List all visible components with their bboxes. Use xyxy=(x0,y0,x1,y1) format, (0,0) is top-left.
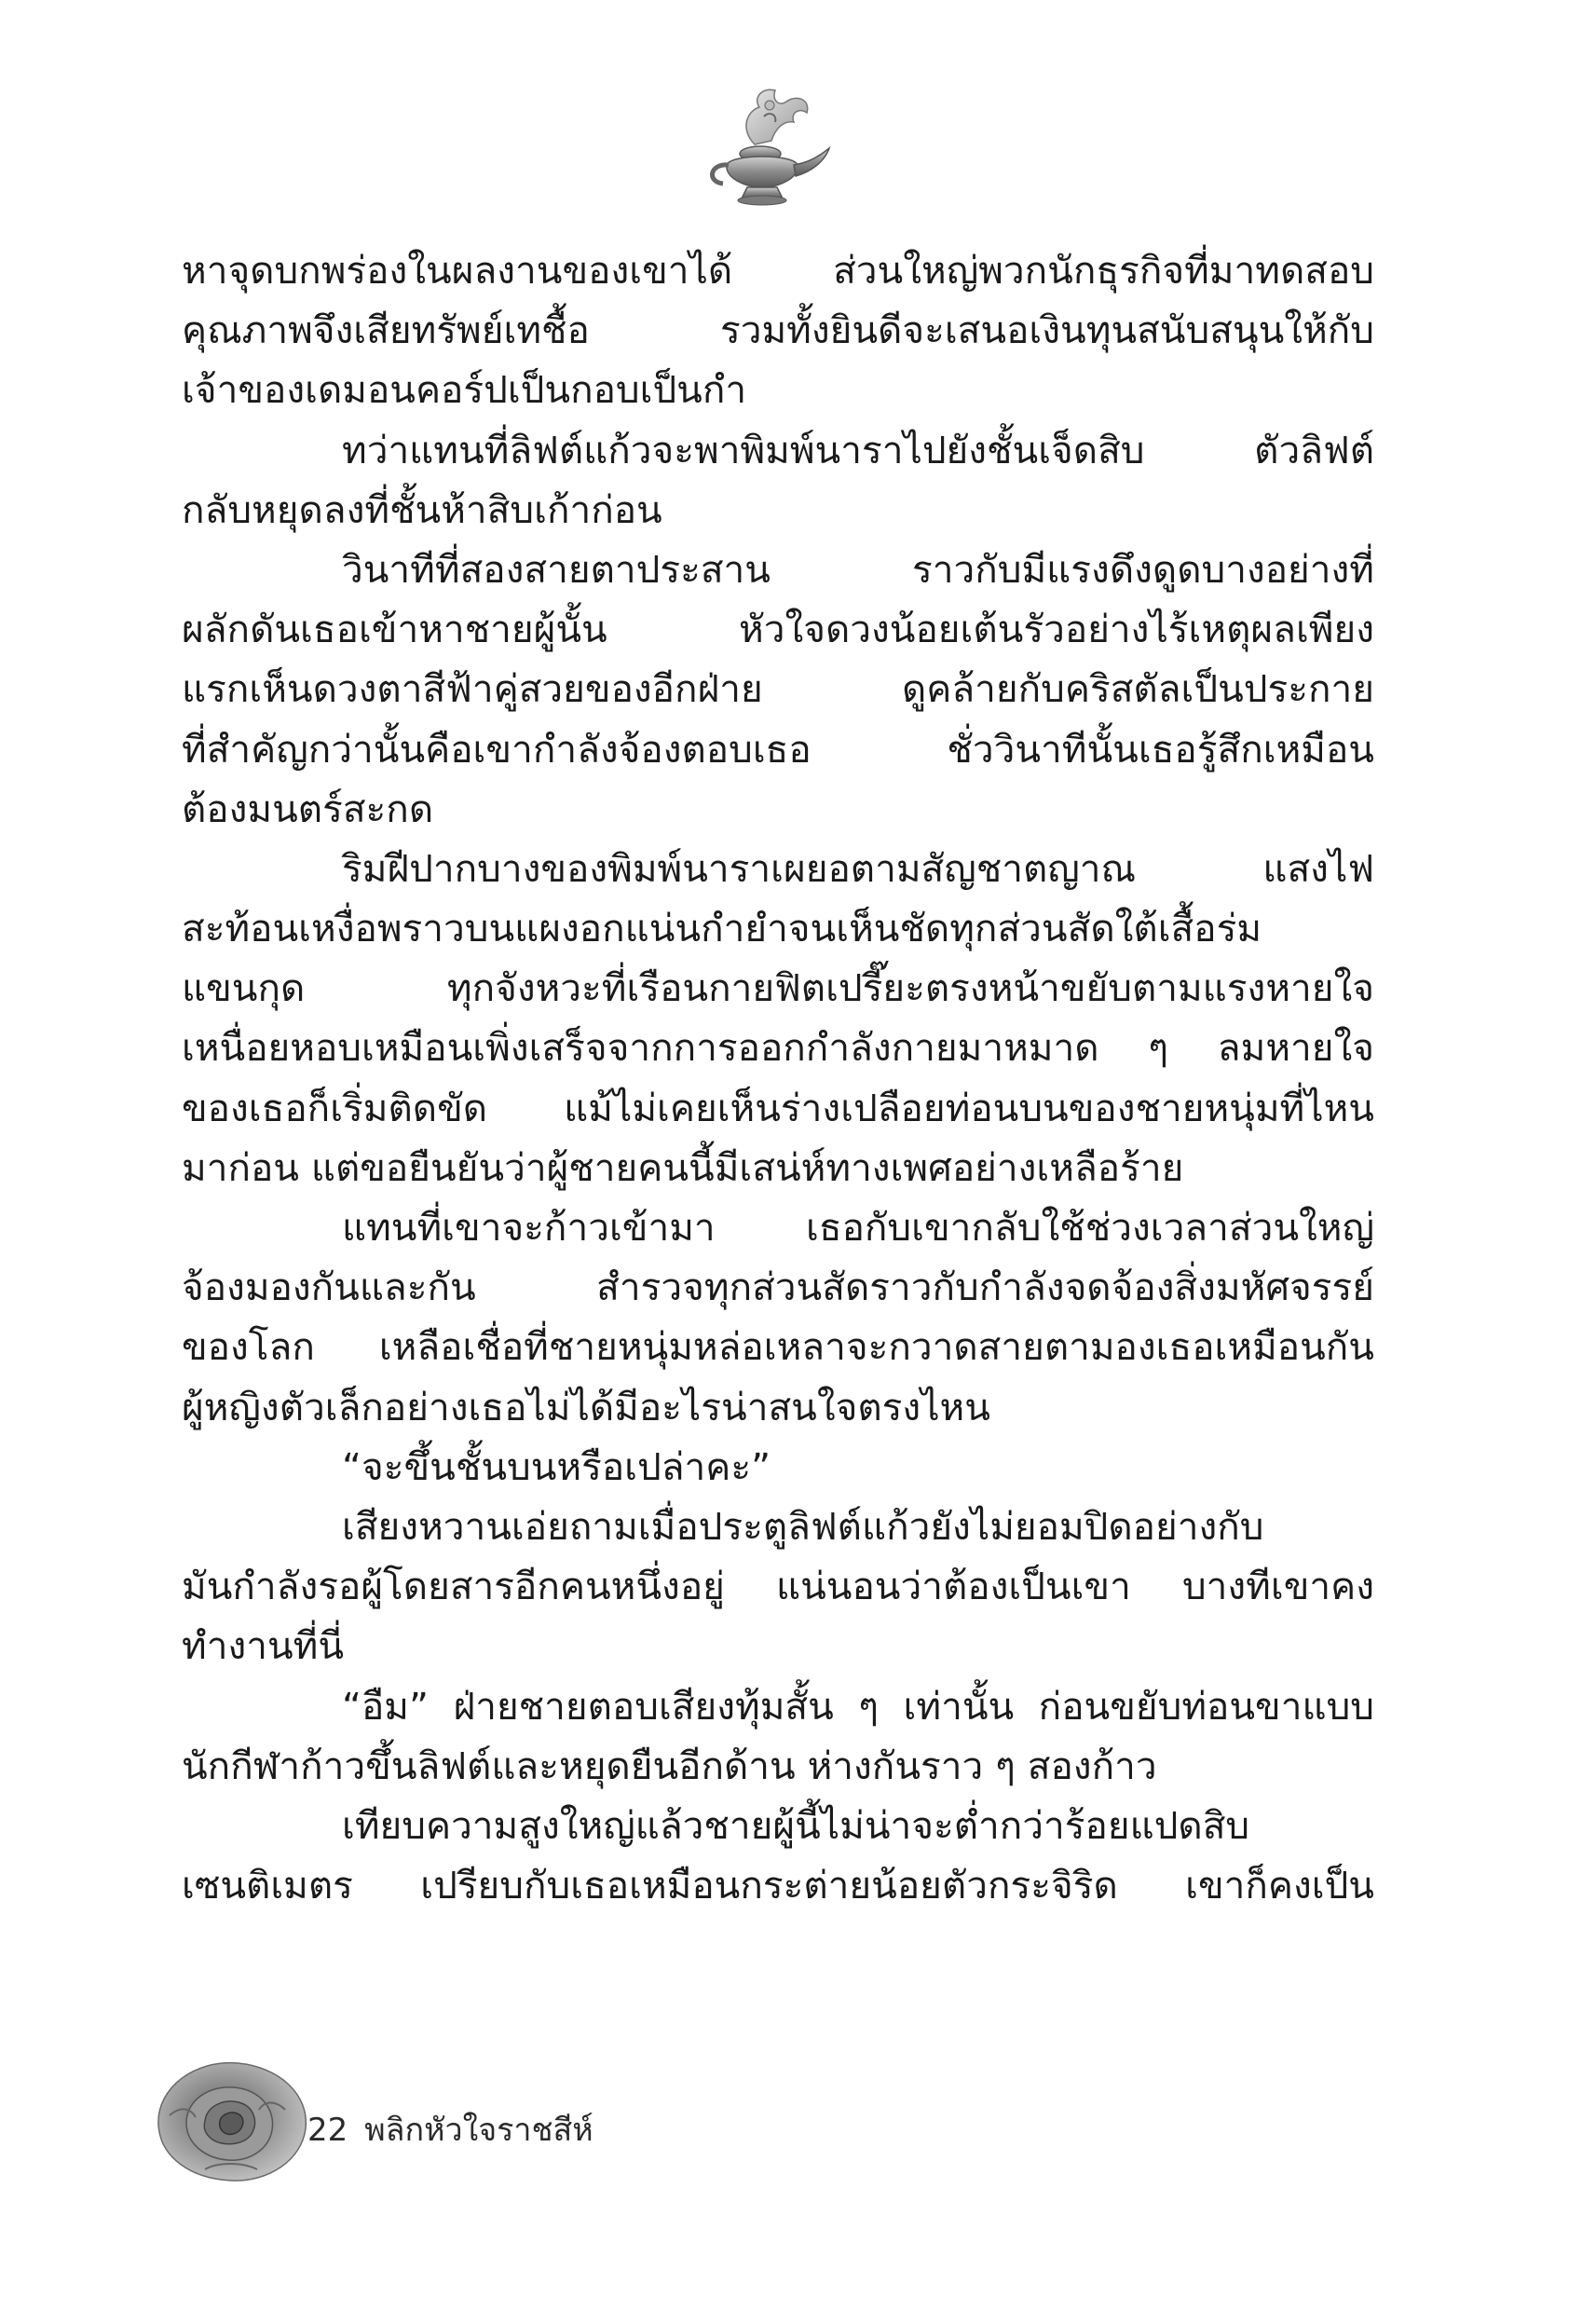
genie-lamp-icon xyxy=(689,79,839,219)
text-line: หาจุดบกพร่องในผลงานของเขาได้ ส่วนใหญ่พวกนักธุรกิจที่มาทดสอบ xyxy=(182,248,1374,293)
text-line: มันกำลังรอผู้โดยสารอีกคนหนึ่งอยู่ แน่นอนว่าต้องเป็นเขา บางทีเขาคง xyxy=(182,1564,1374,1609)
text-line: ของโลก เหลือเชื่อที่ชายหนุ่มหล่อเหลาจะกวาดสายตามองเธอเหมือนกัน xyxy=(182,1324,1374,1370)
text-line: ที่สำคัญกว่านั้นคือเขากำลังจ้องตอบเธอ ชั่ววินาทีนั้นเธอรู้สึกเหมือน xyxy=(182,726,1374,772)
book-title: พลิกหัวใจราชสีห์ xyxy=(364,2112,593,2149)
text-line: เจ้าของเดมอนคอร์ปเป็นกอบเป็นกำ xyxy=(182,367,747,413)
text-line: “อืม” ฝ่ายชายตอบเสียงทุ้มสั้น ๆ เท่านั้น ก่อนขยับท่อนขาแบบ xyxy=(342,1683,1374,1729)
text-line: ทำงานที่นี่ xyxy=(182,1623,345,1669)
text-line: ผลักดันเธอเข้าหาชายผู้นั้น หัวใจดวงน้อยเต้นรัวอย่างไร้เหตุผลเพียง xyxy=(182,607,1374,652)
text-line: แขนกุด ทุกจังหวะที่เรือนกายฟิตเปรี๊ยะตรงหน้าขยับตามแรงหายใจ xyxy=(182,965,1374,1011)
text-line: สะท้อนเหงื่อพราวบนแผงอกแน่นกำยำจนเห็นชัดทุกส่วนสัดใต้เสื้อร่ม xyxy=(182,906,1262,951)
text-line: เทียบความสูงใหญ่แล้วชายผู้นี้ไม่น่าจะต่ำกว่าร้อยแปดสิบ xyxy=(342,1802,1250,1848)
text-line: ริมฝีปากบางของพิมพ์นาราเผยอตามสัญชาตญาณ แสงไฟ xyxy=(342,845,1374,891)
text-line: คุณภาพจึงเสียทรัพย์เทชื้อ รวมทั้งยินดีจะเสนอเงินทุนสนับสนุนให้กับ xyxy=(182,308,1374,353)
text-line: เสียงหวานเอ่ยถามเมื่อประตูลิฟต์แก้วยังไม่ยอมปิดอย่างกับ xyxy=(342,1503,1264,1549)
text-line: แรกเห็นดวงตาสีฟ้าคู่สวยของอีกฝ่าย ดูคล้ายกับคริสตัลเป็นประกาย xyxy=(182,666,1374,712)
rose-icon xyxy=(149,2050,317,2190)
text-line: ของเธอก็เริ่มติดขัด แม้ไม่เคยเห็นร่างเปลือยท่อนบนของชายหนุ่มที่ไหน xyxy=(182,1085,1374,1130)
text-line: กลับหยุดลงที่ชั้นห้าสิบเก้าก่อน xyxy=(182,486,662,532)
text-line: ทว่าแทนที่ลิฟต์แก้วจะพาพิมพ์นาราไปยังชั้นเจ็ดสิบ ตัวลิฟต์ xyxy=(342,427,1374,472)
text-line: แทนที่เขาจะก้าวเข้ามา เธอกับเขากลับใช้ช่วงเวลาส่วนใหญ่ xyxy=(342,1205,1374,1250)
text-line: ผู้หญิงตัวเล็กอย่างเธอไม่ได้มีอะไรน่าสนใจตรงไหน xyxy=(182,1384,990,1429)
page-footer xyxy=(307,2112,610,2149)
text-line: “จะขึ้นชั้นบนหรือเปล่าคะ” xyxy=(342,1443,771,1489)
text-line: มาก่อน แต่ขอยืนยันว่าผู้ชายคนนี้มีเสน่ห์ทางเพศอย่างเหลือร้าย xyxy=(182,1144,1184,1190)
text-line: เซนติเมตร เปรียบกับเธอเหมือนกระต่ายน้อยตัวกระจิริด เขาก็คงเป็น xyxy=(182,1863,1374,1908)
text-line: จ้องมองกันและกัน สำรวจทุกส่วนสัดราวกับกำลังจดจ้องสิ่งมหัศจรรย์ xyxy=(182,1265,1374,1310)
page-number: 22 xyxy=(307,2112,348,2149)
text-line: นักกีฬาก้าวขึ้นลิฟต์และหยุดยืนอีกด้าน ห่างกันราว ๆ สองก้าว xyxy=(182,1743,1157,1788)
text-line: วินาทีที่สองสายตาประสาน ราวกับมีแรงดึงดูดบางอย่างที่ xyxy=(342,546,1374,592)
body-text xyxy=(182,240,1374,1915)
text-line: ต้องมนตร์สะกด xyxy=(182,786,434,831)
text-line: เหนื่อยหอบเหมือนเพิ่งเสร็จจากการออกกำลังกายมาหมาด ๆ ลมหายใจ xyxy=(182,1025,1374,1071)
